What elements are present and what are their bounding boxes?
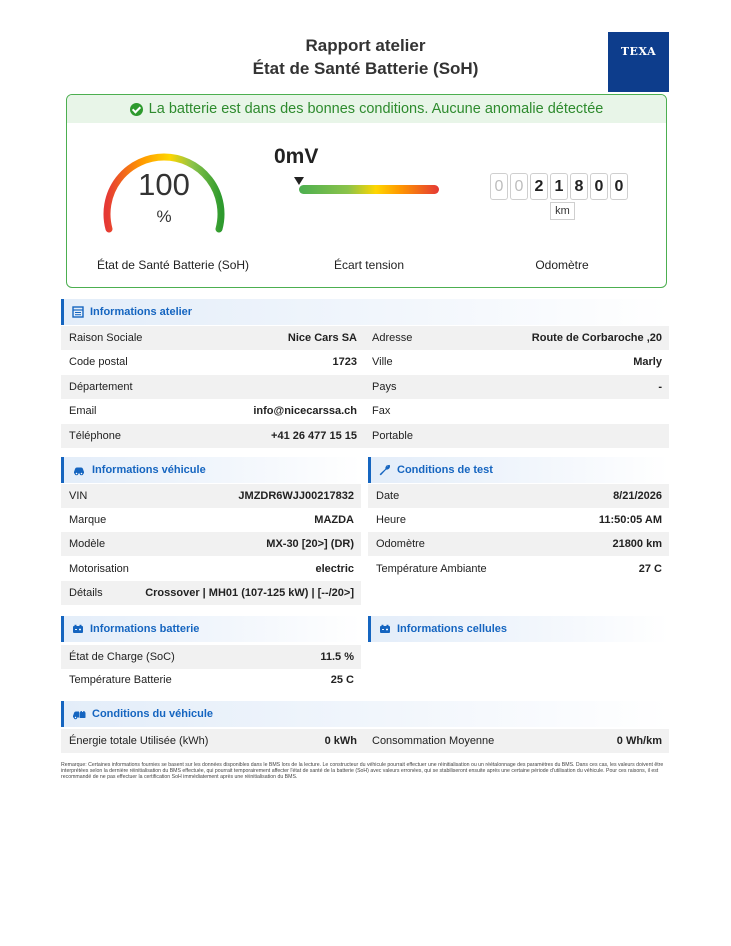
table-row xyxy=(364,326,669,350)
status-banner xyxy=(67,95,666,123)
table-row xyxy=(61,557,361,581)
section-cellules-title: Informations cellules xyxy=(397,623,508,635)
row-label: Détails xyxy=(69,586,103,599)
status-panel xyxy=(66,94,667,288)
row-label: Email xyxy=(69,405,97,418)
table-row xyxy=(61,645,361,669)
row-label: Département xyxy=(69,380,133,393)
table-row xyxy=(368,532,669,556)
tension-caption: Écart tension xyxy=(333,258,405,272)
battery-icon xyxy=(72,623,84,635)
table-row xyxy=(61,729,364,753)
check-circle-icon xyxy=(130,103,143,116)
row-value: Crossover | MH01 (107-125 kW) | [--/20>] xyxy=(145,586,354,599)
row-value: Route de Corbaroche ,20 xyxy=(531,332,662,344)
battery-cells-icon xyxy=(379,623,391,635)
odometer-digit: 0 xyxy=(510,173,528,200)
row-label: Marque xyxy=(69,514,107,527)
odometer-digit: 1 xyxy=(550,173,568,200)
row-value: 25 C xyxy=(330,674,354,686)
soh-value: 100 xyxy=(138,167,190,202)
car-battery-icon xyxy=(72,708,86,720)
car-icon xyxy=(72,464,86,476)
row-label: Date xyxy=(376,490,400,502)
table-row xyxy=(61,668,361,692)
row-label: Énergie totale Utilisée (kWh) xyxy=(69,735,209,747)
section-conditions-vehicule-header xyxy=(61,701,669,727)
odometer-unit: km xyxy=(550,202,575,220)
row-label: Consommation Moyenne xyxy=(372,735,495,747)
section-atelier-header xyxy=(61,299,669,325)
section-batterie-title: Informations batterie xyxy=(90,623,200,635)
section-vehicule-header xyxy=(61,457,361,483)
row-value: 11:50:05 AM xyxy=(598,514,662,527)
soh-unit: % xyxy=(156,207,172,226)
row-label: Code postal xyxy=(69,356,128,369)
table-row xyxy=(364,399,669,423)
section-batterie-header xyxy=(61,616,361,642)
section-test-title: Conditions de test xyxy=(397,464,493,476)
row-value: 11.5 % xyxy=(320,651,354,663)
section-atelier-title: Informations atelier xyxy=(90,306,193,318)
table-row xyxy=(61,484,361,508)
row-value: Marly xyxy=(633,356,662,369)
table-row xyxy=(368,484,669,508)
table-row xyxy=(364,375,669,399)
section-conditions-vehicule-title: Conditions du véhicule xyxy=(92,708,214,720)
odometer-digits xyxy=(490,173,628,200)
row-value: 0 kWh xyxy=(324,735,357,747)
table-row xyxy=(61,424,364,448)
row-label: Motorisation xyxy=(69,562,129,575)
table-row xyxy=(61,399,364,423)
row-label: Température Batterie xyxy=(69,674,172,686)
tension-marker-icon xyxy=(294,177,304,185)
row-label: VIN xyxy=(69,490,88,502)
row-value: MAZDA xyxy=(314,514,354,527)
section-test-header xyxy=(368,457,669,483)
table-row xyxy=(364,424,669,448)
row-label: Fax xyxy=(372,405,391,418)
row-value: 8/21/2026 xyxy=(613,490,662,502)
row-label: État de Charge (SoC) xyxy=(69,651,175,663)
title-line-1: Rapport atelier xyxy=(305,36,426,55)
table-row xyxy=(364,729,669,753)
table-row xyxy=(368,557,669,581)
section-cellules-header xyxy=(368,616,669,642)
soh-caption: État de Santé Batterie (SoH) xyxy=(96,258,250,272)
table-row xyxy=(61,375,364,399)
row-label: Modèle xyxy=(69,538,106,551)
odometer-digit: 2 xyxy=(530,173,548,200)
row-value: Nice Cars SA xyxy=(287,332,357,344)
remark-footnote: Remarque: Certaines informations fournies se basent sur les données disponibles dans le BMS lors de la lecture. Le constructeur du véhicule pourrait effectuer une réinitialisation ou un réétalonnage des paramètres du BMS. Dans ces cas, les valeurs doivent être interprétées selon la dernière réinitialisation du BMS effectuée, qui pourrait temporairement affecter l'état de santé de la batterie (SoH) avec valeurs erronées, qui se stabiliseront ensuite après une certaine période d'utilisation du véhicule. Pour ces raisons, il est recommandé de ne pas effectuer la certification SoH immédiatement après une réinitialisation du BMS. xyxy=(61,762,664,781)
status-message: La batterie est dans des bonnes conditions. Aucune anomalie détectée xyxy=(148,101,604,117)
row-label: Portable xyxy=(372,429,413,442)
table-row xyxy=(364,350,669,374)
row-label: Adresse xyxy=(372,332,413,344)
row-value: electric xyxy=(315,562,354,575)
row-value: - xyxy=(658,380,662,393)
tension-value: 0mV xyxy=(274,145,319,168)
table-row xyxy=(61,508,361,532)
building-icon xyxy=(72,306,84,318)
row-value: 27 C xyxy=(638,562,662,575)
row-value: 0 Wh/km xyxy=(616,735,662,747)
odometer-digit: 0 xyxy=(490,173,508,200)
section-vehicule-title: Informations véhicule xyxy=(92,464,206,476)
row-value: info@nicecarssa.ch xyxy=(253,405,357,418)
table-row xyxy=(61,581,361,605)
wrench-icon xyxy=(379,464,391,476)
row-label: Heure xyxy=(376,514,406,527)
row-label: Pays xyxy=(372,380,397,393)
odometer-digit: 0 xyxy=(610,173,628,200)
row-value: JMZDR6WJJ00217832 xyxy=(238,490,354,502)
odometer-caption: Odomètre xyxy=(535,258,589,272)
row-label: Ville xyxy=(372,356,393,369)
texa-logo: TEXA xyxy=(608,32,669,92)
table-row xyxy=(368,508,669,532)
row-label: Odomètre xyxy=(376,538,425,551)
title-line-2: État de Santé Batterie (SoH) xyxy=(252,59,479,78)
row-label: Raison Sociale xyxy=(69,332,143,344)
row-value: +41 26 477 15 15 xyxy=(271,429,357,442)
odometer-digit: 8 xyxy=(570,173,588,200)
row-label: Téléphone xyxy=(69,429,121,442)
row-label: Température Ambiante xyxy=(376,562,487,575)
row-value: MX-30 [20>] (DR) xyxy=(266,538,354,551)
table-row xyxy=(61,532,361,556)
odometer-digit: 0 xyxy=(590,173,608,200)
table-row xyxy=(61,326,364,350)
row-value: 1723 xyxy=(332,356,357,369)
row-value: 21800 km xyxy=(612,538,662,551)
table-row xyxy=(61,350,364,374)
tension-scale-bar xyxy=(299,185,439,194)
